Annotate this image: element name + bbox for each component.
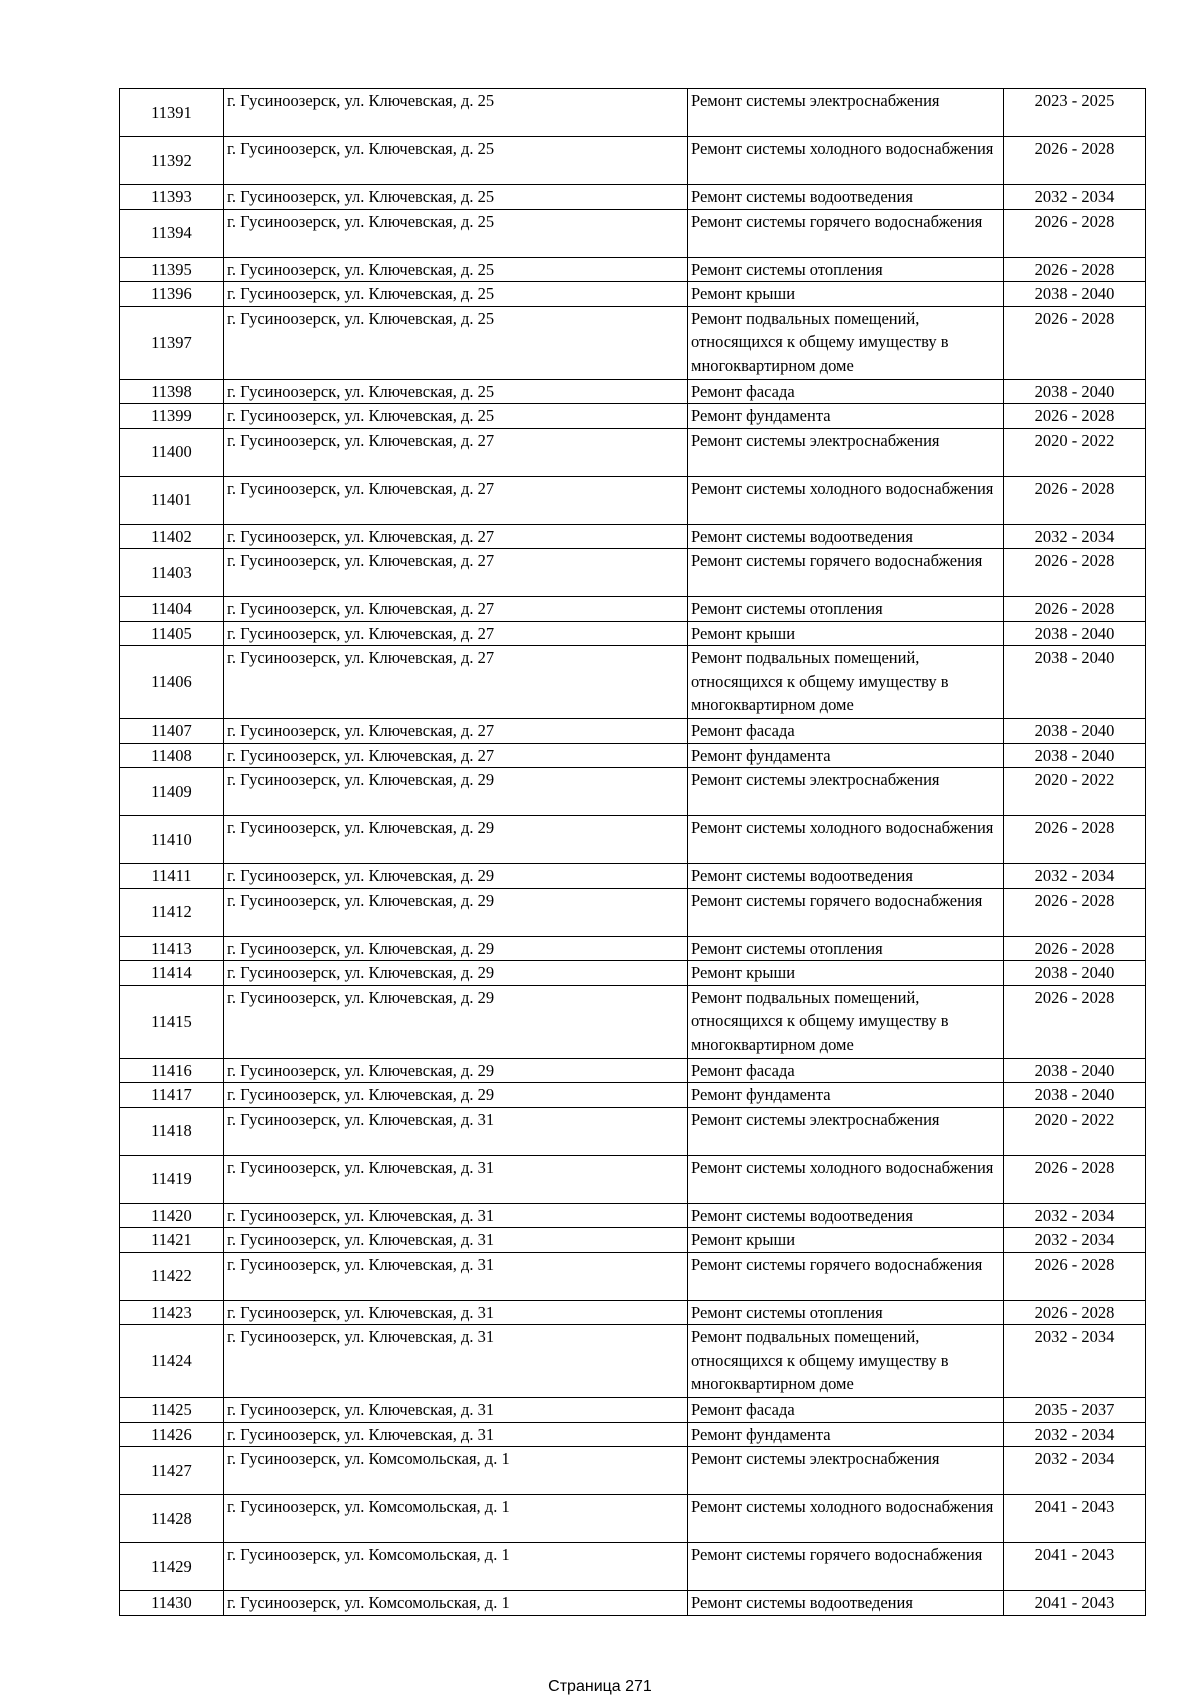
work-type-cell: Ремонт системы горячего водоснабжения — [688, 1543, 1004, 1591]
work-type-cell: Ремонт системы холодного водоснабжения — [688, 816, 1004, 864]
address-cell: г. Гусиноозерск, ул. Ключевская, д. 27 — [224, 719, 688, 744]
work-type-cell: Ремонт системы холодного водоснабжения — [688, 137, 1004, 185]
table-row — [120, 768, 1146, 816]
work-type-cell: Ремонт крыши — [688, 1228, 1004, 1253]
table-row — [120, 1591, 1146, 1616]
period-cell: 2038 - 2040 — [1004, 1058, 1146, 1083]
period-cell: 2020 - 2022 — [1004, 428, 1146, 476]
table-row — [120, 646, 1146, 719]
work-type-cell: Ремонт крыши — [688, 621, 1004, 646]
table-row — [120, 961, 1146, 986]
period-cell: 2026 - 2028 — [1004, 1252, 1146, 1300]
row-number-cell: 11425 — [120, 1398, 224, 1423]
period-cell: 2038 - 2040 — [1004, 621, 1146, 646]
row-number-cell: 11405 — [120, 621, 224, 646]
table-row — [120, 1203, 1146, 1228]
period-cell: 2038 - 2040 — [1004, 646, 1146, 719]
row-number-cell: 11409 — [120, 768, 224, 816]
row-number-cell: 11407 — [120, 719, 224, 744]
period-cell: 2026 - 2028 — [1004, 137, 1146, 185]
row-number-cell: 11413 — [120, 936, 224, 961]
address-cell: г. Гусиноозерск, ул. Ключевская, д. 29 — [224, 816, 688, 864]
row-number-cell: 11404 — [120, 597, 224, 622]
address-cell: г. Гусиноозерск, ул. Ключевская, д. 31 — [224, 1325, 688, 1398]
row-number-cell: 11402 — [120, 524, 224, 549]
table-row — [120, 1107, 1146, 1155]
works-table-body — [120, 89, 1146, 1616]
address-cell: г. Гусиноозерск, ул. Комсомольская, д. 1 — [224, 1495, 688, 1543]
row-number-cell: 11428 — [120, 1495, 224, 1543]
row-number-cell: 11412 — [120, 888, 224, 936]
work-type-cell: Ремонт системы водоотведения — [688, 1203, 1004, 1228]
period-cell: 2041 - 2043 — [1004, 1591, 1146, 1616]
row-number-cell: 11416 — [120, 1058, 224, 1083]
period-cell: 2026 - 2028 — [1004, 985, 1146, 1058]
work-type-cell: Ремонт фасада — [688, 719, 1004, 744]
table-row — [120, 89, 1146, 137]
table-row — [120, 524, 1146, 549]
work-type-cell: Ремонт фундамента — [688, 404, 1004, 429]
row-number-cell: 11421 — [120, 1228, 224, 1253]
table-row — [120, 185, 1146, 210]
row-number-cell: 11398 — [120, 379, 224, 404]
work-type-cell: Ремонт системы горячего водоснабжения — [688, 549, 1004, 597]
address-cell: г. Гусиноозерск, ул. Ключевская, д. 25 — [224, 185, 688, 210]
period-cell: 2038 - 2040 — [1004, 961, 1146, 986]
row-number-cell: 11414 — [120, 961, 224, 986]
row-number-cell: 11426 — [120, 1422, 224, 1447]
work-type-cell: Ремонт фундамента — [688, 743, 1004, 768]
table-row — [120, 282, 1146, 307]
address-cell: г. Гусиноозерск, ул. Ключевская, д. 29 — [224, 888, 688, 936]
table-row — [120, 379, 1146, 404]
table-row — [120, 476, 1146, 524]
work-type-cell: Ремонт системы горячего водоснабжения — [688, 209, 1004, 257]
address-cell: г. Гусиноозерск, ул. Ключевская, д. 29 — [224, 864, 688, 889]
address-cell: г. Гусиноозерск, ул. Ключевская, д. 29 — [224, 1058, 688, 1083]
table-row — [120, 719, 1146, 744]
row-number-cell: 11417 — [120, 1083, 224, 1108]
address-cell: г. Гусиноозерск, ул. Ключевская, д. 25 — [224, 306, 688, 379]
period-cell: 2041 - 2043 — [1004, 1543, 1146, 1591]
row-number-cell: 11424 — [120, 1325, 224, 1398]
table-row — [120, 816, 1146, 864]
table-row — [120, 549, 1146, 597]
row-number-cell: 11423 — [120, 1300, 224, 1325]
period-cell: 2032 - 2034 — [1004, 1203, 1146, 1228]
row-number-cell: 11408 — [120, 743, 224, 768]
work-type-cell: Ремонт системы электроснабжения — [688, 428, 1004, 476]
work-type-cell: Ремонт подвальных помещений, относящихся к общему имуществу в многоквартирном доме — [688, 1325, 1004, 1398]
work-type-cell: Ремонт фасада — [688, 1058, 1004, 1083]
period-cell: 2032 - 2034 — [1004, 864, 1146, 889]
row-number-cell: 11411 — [120, 864, 224, 889]
table-row — [120, 404, 1146, 429]
address-cell: г. Гусиноозерск, ул. Ключевская, д. 31 — [224, 1107, 688, 1155]
period-cell: 2032 - 2034 — [1004, 1228, 1146, 1253]
work-type-cell: Ремонт системы электроснабжения — [688, 1107, 1004, 1155]
table-row — [120, 1155, 1146, 1203]
work-type-cell: Ремонт системы холодного водоснабжения — [688, 1495, 1004, 1543]
period-cell: 2035 - 2037 — [1004, 1398, 1146, 1423]
table-row — [120, 1422, 1146, 1447]
period-cell: 2026 - 2028 — [1004, 1155, 1146, 1203]
address-cell: г. Гусиноозерск, ул. Ключевская, д. 27 — [224, 597, 688, 622]
table-row — [120, 209, 1146, 257]
table-row — [120, 1300, 1146, 1325]
period-cell: 2020 - 2022 — [1004, 1107, 1146, 1155]
address-cell: г. Гусиноозерск, ул. Ключевская, д. 29 — [224, 961, 688, 986]
address-cell: г. Гусиноозерск, ул. Ключевская, д. 27 — [224, 743, 688, 768]
row-number-cell: 11397 — [120, 306, 224, 379]
address-cell: г. Гусиноозерск, ул. Ключевская, д. 29 — [224, 985, 688, 1058]
period-cell: 2026 - 2028 — [1004, 306, 1146, 379]
work-type-cell: Ремонт крыши — [688, 282, 1004, 307]
period-cell: 2038 - 2040 — [1004, 1083, 1146, 1108]
work-type-cell: Ремонт системы электроснабжения — [688, 768, 1004, 816]
table-row — [120, 888, 1146, 936]
period-cell: 2032 - 2034 — [1004, 1422, 1146, 1447]
row-number-cell: 11395 — [120, 257, 224, 282]
period-cell: 2026 - 2028 — [1004, 549, 1146, 597]
address-cell: г. Гусиноозерск, ул. Ключевская, д. 29 — [224, 1083, 688, 1108]
table-row — [120, 1058, 1146, 1083]
table-row — [120, 936, 1146, 961]
row-number-cell: 11410 — [120, 816, 224, 864]
address-cell: г. Гусиноозерск, ул. Ключевская, д. 29 — [224, 936, 688, 961]
table-row — [120, 1325, 1146, 1398]
address-cell: г. Гусиноозерск, ул. Ключевская, д. 25 — [224, 404, 688, 429]
work-type-cell: Ремонт подвальных помещений, относящихся к общему имуществу в многоквартирном доме — [688, 306, 1004, 379]
page-number: Страница 271 — [548, 1678, 652, 1695]
row-number-cell: 11406 — [120, 646, 224, 719]
table-row — [120, 1543, 1146, 1591]
address-cell: г. Гусиноозерск, ул. Ключевская, д. 25 — [224, 257, 688, 282]
address-cell: г. Гусиноозерск, ул. Комсомольская, д. 1 — [224, 1591, 688, 1616]
period-cell: 2041 - 2043 — [1004, 1495, 1146, 1543]
work-type-cell: Ремонт системы отопления — [688, 597, 1004, 622]
table-row — [120, 1083, 1146, 1108]
work-type-cell: Ремонт системы электроснабжения — [688, 89, 1004, 137]
row-number-cell: 11420 — [120, 1203, 224, 1228]
address-cell: г. Гусиноозерск, ул. Ключевская, д. 31 — [224, 1300, 688, 1325]
table-row — [120, 743, 1146, 768]
table-row — [120, 1228, 1146, 1253]
address-cell: г. Гусиноозерск, ул. Ключевская, д. 25 — [224, 379, 688, 404]
work-type-cell: Ремонт фасада — [688, 1398, 1004, 1423]
work-type-cell: Ремонт системы горячего водоснабжения — [688, 888, 1004, 936]
period-cell: 2038 - 2040 — [1004, 719, 1146, 744]
period-cell: 2026 - 2028 — [1004, 404, 1146, 429]
row-number-cell: 11393 — [120, 185, 224, 210]
table-row — [120, 864, 1146, 889]
period-cell: 2023 - 2025 — [1004, 89, 1146, 137]
address-cell: г. Гусиноозерск, ул. Комсомольская, д. 1 — [224, 1543, 688, 1591]
address-cell: г. Гусиноозерск, ул. Ключевская, д. 31 — [224, 1252, 688, 1300]
table-row — [120, 1252, 1146, 1300]
address-cell: г. Гусиноозерск, ул. Ключевская, д. 27 — [224, 524, 688, 549]
address-cell: г. Гусиноозерск, ул. Ключевская, д. 31 — [224, 1203, 688, 1228]
works-table — [119, 88, 1146, 1616]
address-cell: г. Гусиноозерск, ул. Ключевская, д. 27 — [224, 549, 688, 597]
table-row — [120, 257, 1146, 282]
row-number-cell: 11401 — [120, 476, 224, 524]
period-cell: 2026 - 2028 — [1004, 597, 1146, 622]
work-type-cell: Ремонт системы холодного водоснабжения — [688, 476, 1004, 524]
row-number-cell: 11415 — [120, 985, 224, 1058]
row-number-cell: 11422 — [120, 1252, 224, 1300]
row-number-cell: 11427 — [120, 1447, 224, 1495]
work-type-cell: Ремонт крыши — [688, 961, 1004, 986]
work-type-cell: Ремонт системы отопления — [688, 257, 1004, 282]
period-cell: 2032 - 2034 — [1004, 524, 1146, 549]
address-cell: г. Гусиноозерск, ул. Ключевская, д. 31 — [224, 1228, 688, 1253]
work-type-cell: Ремонт системы водоотведения — [688, 864, 1004, 889]
period-cell: 2026 - 2028 — [1004, 209, 1146, 257]
table-row — [120, 428, 1146, 476]
period-cell: 2038 - 2040 — [1004, 282, 1146, 307]
period-cell: 2026 - 2028 — [1004, 936, 1146, 961]
work-type-cell: Ремонт системы электроснабжения — [688, 1447, 1004, 1495]
row-number-cell: 11400 — [120, 428, 224, 476]
table-row — [120, 1495, 1146, 1543]
address-cell: г. Гусиноозерск, ул. Ключевская, д. 27 — [224, 428, 688, 476]
address-cell: г. Гусиноозерск, ул. Ключевская, д. 25 — [224, 89, 688, 137]
address-cell: г. Гусиноозерск, ул. Ключевская, д. 29 — [224, 768, 688, 816]
table-row — [120, 621, 1146, 646]
table-row — [120, 306, 1146, 379]
address-cell: г. Гусиноозерск, ул. Ключевская, д. 27 — [224, 621, 688, 646]
period-cell: 2032 - 2034 — [1004, 1325, 1146, 1398]
table-row — [120, 597, 1146, 622]
work-type-cell: Ремонт фасада — [688, 379, 1004, 404]
period-cell: 2026 - 2028 — [1004, 816, 1146, 864]
period-cell: 2032 - 2034 — [1004, 1447, 1146, 1495]
row-number-cell: 11418 — [120, 1107, 224, 1155]
period-cell: 2020 - 2022 — [1004, 768, 1146, 816]
row-number-cell: 11419 — [120, 1155, 224, 1203]
row-number-cell: 11430 — [120, 1591, 224, 1616]
period-cell: 2026 - 2028 — [1004, 257, 1146, 282]
address-cell: г. Гусиноозерск, ул. Ключевская, д. 25 — [224, 209, 688, 257]
work-type-cell: Ремонт системы водоотведения — [688, 524, 1004, 549]
row-number-cell: 11429 — [120, 1543, 224, 1591]
address-cell: г. Гусиноозерск, ул. Ключевская, д. 25 — [224, 282, 688, 307]
row-number-cell: 11399 — [120, 404, 224, 429]
work-type-cell: Ремонт системы отопления — [688, 936, 1004, 961]
period-cell: 2026 - 2028 — [1004, 888, 1146, 936]
table-row — [120, 137, 1146, 185]
work-type-cell: Ремонт фундамента — [688, 1083, 1004, 1108]
address-cell: г. Гусиноозерск, ул. Ключевская, д. 25 — [224, 137, 688, 185]
address-cell: г. Гусиноозерск, ул. Ключевская, д. 31 — [224, 1155, 688, 1203]
table-row — [120, 1398, 1146, 1423]
period-cell: 2026 - 2028 — [1004, 1300, 1146, 1325]
work-type-cell: Ремонт системы водоотведения — [688, 1591, 1004, 1616]
address-cell: г. Гусиноозерск, ул. Комсомольская, д. 1 — [224, 1447, 688, 1495]
period-cell: 2026 - 2028 — [1004, 476, 1146, 524]
period-cell: 2032 - 2034 — [1004, 185, 1146, 210]
row-number-cell: 11391 — [120, 89, 224, 137]
work-type-cell: Ремонт подвальных помещений, относящихся к общему имуществу в многоквартирном доме — [688, 646, 1004, 719]
row-number-cell: 11403 — [120, 549, 224, 597]
work-type-cell: Ремонт системы отопления — [688, 1300, 1004, 1325]
work-type-cell: Ремонт подвальных помещений, относящихся к общему имуществу в многоквартирном доме — [688, 985, 1004, 1058]
work-type-cell: Ремонт системы водоотведения — [688, 185, 1004, 210]
address-cell: г. Гусиноозерск, ул. Ключевская, д. 27 — [224, 476, 688, 524]
address-cell: г. Гусиноозерск, ул. Ключевская, д. 27 — [224, 646, 688, 719]
address-cell: г. Гусиноозерск, ул. Ключевская, д. 31 — [224, 1422, 688, 1447]
work-type-cell: Ремонт фундамента — [688, 1422, 1004, 1447]
row-number-cell: 11394 — [120, 209, 224, 257]
row-number-cell: 11396 — [120, 282, 224, 307]
work-type-cell: Ремонт системы холодного водоснабжения — [688, 1155, 1004, 1203]
table-row — [120, 985, 1146, 1058]
period-cell: 2038 - 2040 — [1004, 379, 1146, 404]
work-type-cell: Ремонт системы горячего водоснабжения — [688, 1252, 1004, 1300]
row-number-cell: 11392 — [120, 137, 224, 185]
table-row — [120, 1447, 1146, 1495]
address-cell: г. Гусиноозерск, ул. Ключевская, д. 31 — [224, 1398, 688, 1423]
period-cell: 2038 - 2040 — [1004, 743, 1146, 768]
